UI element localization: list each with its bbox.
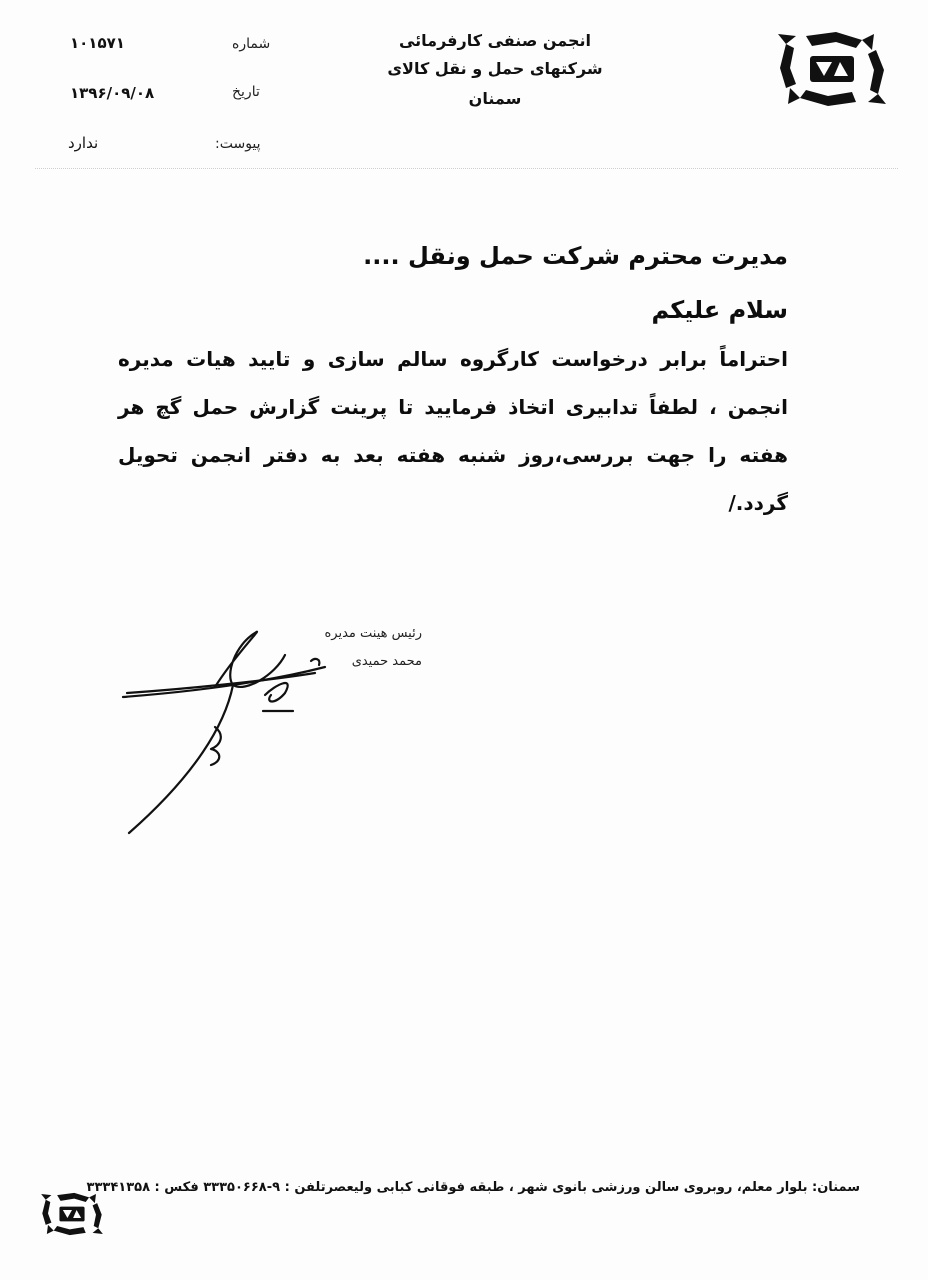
association-logo-icon <box>776 30 888 108</box>
letter-greeting: سلام علیکم <box>651 296 788 324</box>
attachment-value: ندارد <box>68 134 99 152</box>
header-divider <box>35 168 898 169</box>
letter-body: احتراماً برابر درخواست کارگروه سالم سازی و تایید هیات مدیره انجمن ، لطفاً تدابیری اتخاذ فرمایید تا پرینت گزارش حمل گچ هر هفته را جهت بررسی،روز شنبه هفته بعد به دفتر انجمن تحویل گردد./ <box>118 347 788 515</box>
footer-logo-icon <box>40 1188 104 1240</box>
signatory-title: رئیس هینت مدیره <box>324 626 422 641</box>
letter-addressee: مدیرت محترم شرکت حمل ونقل .... <box>363 242 788 270</box>
handwritten-signature <box>115 615 345 840</box>
footer-address: سمنان: بلوار معلم، روبروی سالن ورزشی بانوی شهر ، طبقه فوقانی کبابی ولیعصرتلفن : ۹-۳۳۳۵۰۶۶۸ فکس : ۳۳۳۴۱۳۵۸ <box>86 1180 860 1195</box>
number-value: ۱۰۱۵۷۱ <box>70 34 125 52</box>
attachment-label: پیوست: <box>215 136 261 152</box>
organization-line-1: انجمن صنفی کارفرمائی <box>398 31 592 50</box>
date-value: ۱۳۹۶/۰۹/۰۸ <box>70 84 155 102</box>
date-label: تاریخ <box>232 84 260 100</box>
signatory-name: محمد حمیدی <box>351 654 422 669</box>
organization-line-2: شرکتهای حمل و نقل کالای سمنان <box>387 59 603 108</box>
organization-name <box>360 28 630 114</box>
number-label: شماره <box>232 36 271 52</box>
